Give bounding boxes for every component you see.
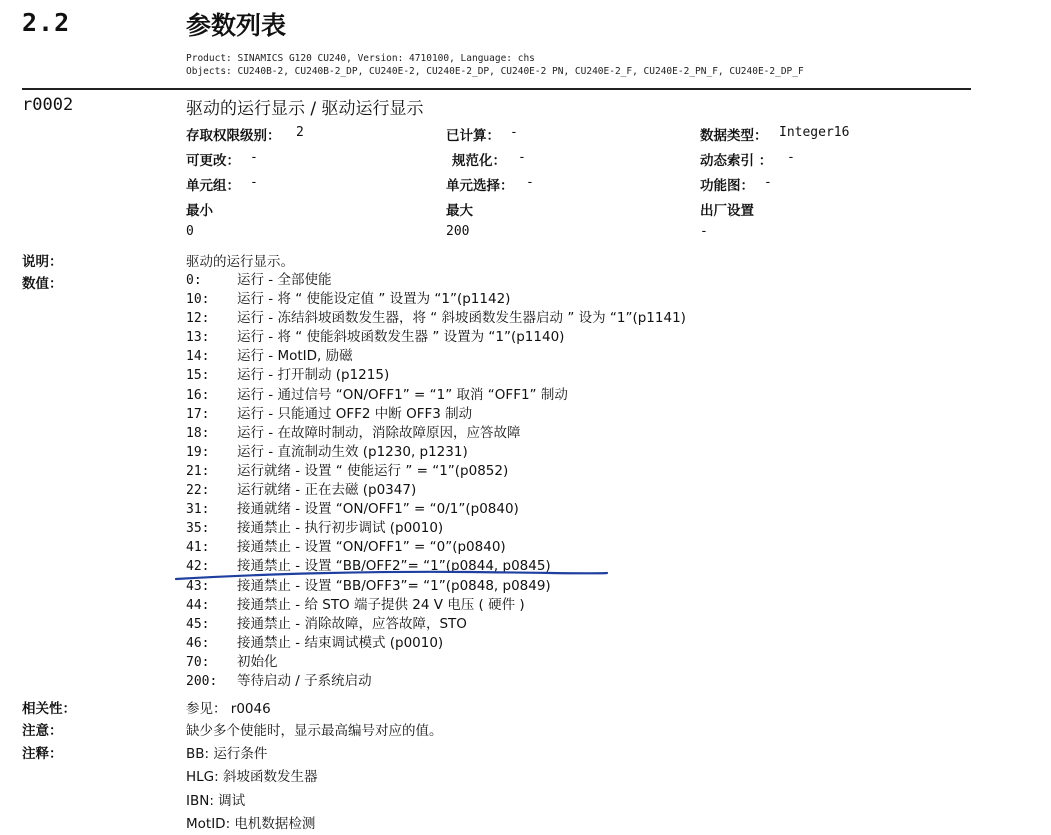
factory-setting-value: - (700, 224, 708, 239)
section-title: 参数列表 (186, 11, 287, 40)
value-code: 41: (186, 540, 210, 556)
value-code: 44: (186, 597, 210, 613)
value-code: 19: (186, 444, 210, 460)
unit-group-label: 单元组： (186, 178, 240, 194)
unit-select-value: - (526, 175, 534, 190)
dependency-label: 相关性： (22, 701, 76, 717)
value-description: 运行就绪 - 正在去磁 (p0347) (237, 482, 417, 499)
value-code: 35: (186, 521, 210, 537)
value-code: 21: (186, 463, 210, 479)
min-value: 0 (186, 224, 194, 239)
value-description: 接通禁止 - 执行初步调试 (p0010) (237, 520, 444, 537)
section-number: 2.2 (22, 8, 71, 37)
value-description: 运行 - 打开制动 (p1215) (237, 367, 390, 384)
value-description: 接通禁止 - 设置 “ON/OFF1” = “0”(p0840) (237, 539, 506, 556)
max-value: 200 (446, 224, 470, 239)
value-code: 42: (186, 559, 210, 575)
value-code: 200: (186, 673, 218, 689)
objects-line: Objects: CU240B-2, CU240B-2_DP, CU240E-2, CU240E-2_DP, CU240E-2 PN, CU240E-2_F, CU240E-2_PN_F, CU240E-2_DP_F (186, 66, 804, 77)
value-description: 接通就绪 - 设置 “ON/OFF1” = “0/1”(p0840) (237, 501, 519, 518)
note-item: IBN: 调试 (186, 793, 246, 809)
value-code: 70: (186, 654, 210, 670)
notes-label: 注释： (22, 746, 63, 762)
description-label: 说明： (22, 254, 63, 270)
value-description: 接通禁止 - 设置 “BB/OFF3”= “1”(p0848, p0849) (237, 577, 551, 594)
note-item: MotID: 电机数据检测 (186, 816, 316, 832)
value-code: 46: (186, 635, 210, 651)
value-description: 运行 - 冻结斜坡函数发生器，将 “ 斜坡函数发生器启动 ” 设为 “1”(p1141) (237, 310, 686, 327)
value-description: 接通禁止 - 设置 “BB/OFF2”= “1”(p0844, p0845) (237, 558, 551, 575)
product-line: Product: SINAMICS G120 CU240, Version: 4710100, Language: chs (186, 53, 535, 64)
normalization-label: 规范化： (452, 153, 506, 169)
access-level-value: 2 (296, 125, 304, 140)
value-code: 17: (186, 406, 210, 422)
caution-text: 缺少多个使能时，显示最高编号对应的值。 (186, 723, 443, 739)
value-code: 22: (186, 483, 210, 499)
value-code: 31: (186, 502, 210, 518)
values-label: 数值： (22, 276, 63, 292)
value-code: 0: (186, 273, 202, 288)
changeable-label: 可更改： (186, 153, 240, 169)
value-description: 初始化 (237, 653, 278, 670)
max-label: 最大 (446, 203, 473, 219)
value-description: 运行就绪 - 设置 “ 使能运行 ” = “1”(p0852) (237, 462, 509, 479)
value-code: 12: (186, 311, 210, 327)
value-description: 运行 - 直流制动生效 (p1230, p1231) (237, 443, 468, 460)
data-type-label: 数据类型： (700, 128, 768, 144)
value-description: 运行 - 全部使能 (237, 272, 332, 288)
changeable-value: - (250, 150, 258, 165)
parameter-id: r0002 (22, 95, 74, 115)
function-diagram-label: 功能图： (700, 178, 754, 194)
access-level-label: 存取权限级别： (186, 128, 281, 144)
function-diagram-value: - (764, 175, 772, 190)
value-description: 运行 - 将 “ 使能斜坡函数发生器 ” 设置为 “1”(p1140) (237, 329, 565, 346)
value-description: 接通禁止 - 结束调试模式 (p0010) (237, 634, 444, 651)
value-code: 15: (186, 368, 210, 384)
note-item: HLG: 斜坡函数发生器 (186, 769, 318, 785)
value-description: 等待启动 / 子系统启动 (237, 672, 372, 689)
factory-setting-label: 出厂设置 (700, 203, 754, 219)
value-code: 13: (186, 330, 210, 346)
highlight-underline (170, 560, 620, 590)
normalization-value: - (518, 150, 526, 165)
unit-group-value: - (250, 175, 258, 190)
value-code: 43: (186, 578, 210, 594)
caution-label: 注意： (22, 723, 63, 739)
parameter-title: 驱动的运行显示 / 驱动运行显示 (186, 99, 424, 119)
value-code: 45: (186, 616, 210, 632)
value-description: 运行 - 通过信号 “ON/OFF1” = “1” 取消 “OFF1” 制动 (237, 386, 568, 403)
value-description: 接通禁止 - 给 STO 端子提供 24 V 电压 ( 硬件 ) (237, 596, 525, 613)
value-description: 运行 - MotID, 励磁 (237, 348, 353, 365)
dependency-text: 参见： r0046 (186, 701, 271, 717)
description-text: 驱动的运行显示。 (186, 254, 294, 270)
header-divider (22, 88, 971, 90)
min-label: 最小 (186, 203, 213, 219)
value-description: 接通禁止 - 消除故障，应答故障，STO (237, 615, 467, 632)
dynamic-index-label: 动态索引 ： (700, 153, 773, 169)
value-code: 16: (186, 387, 210, 403)
value-code: 14: (186, 349, 210, 365)
unit-select-label: 单元选择： (446, 178, 514, 194)
data-type-value: Integer16 (779, 125, 850, 140)
value-description: 运行 - 只能通过 OFF2 中断 OFF3 制动 (237, 405, 473, 422)
note-item: BB: 运行条件 (186, 746, 268, 762)
value-description: 运行 - 在故障时制动，消除故障原因，应答故障 (237, 424, 521, 441)
value-code: 10: (186, 292, 210, 308)
calculated-label: 已计算： (446, 128, 500, 144)
dynamic-index-value: - (787, 150, 795, 165)
value-code: 18: (186, 425, 210, 441)
value-description: 运行 - 将 “ 使能设定值 ” 设置为 “1”(p1142) (237, 291, 511, 308)
calculated-value: - (510, 125, 518, 140)
